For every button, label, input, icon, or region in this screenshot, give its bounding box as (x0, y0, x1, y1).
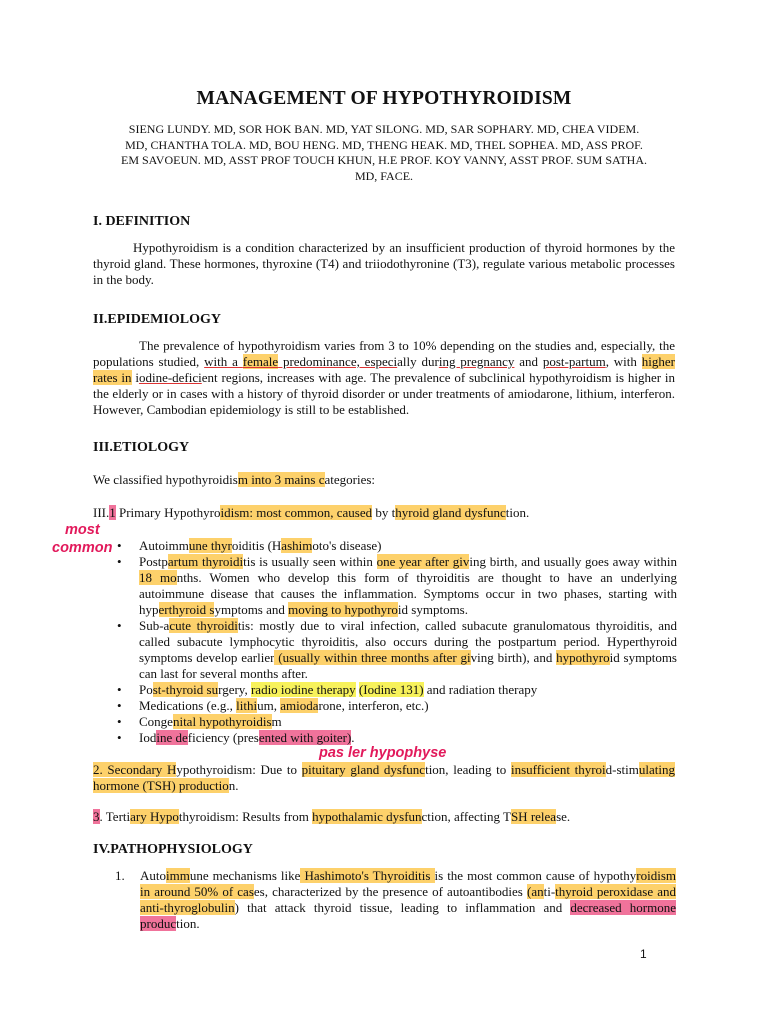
highlighted-text: hypothyro (556, 650, 610, 665)
text-run: Primary Hypothyro (115, 505, 221, 520)
etiology-intro (93, 472, 375, 488)
text-run: Autoimm (139, 538, 189, 553)
highlighted-text: une thyr (188, 538, 232, 553)
section-heading-definition: I. DEFINITION (93, 214, 191, 229)
highlighted-text: ine de (156, 730, 188, 745)
highlighted-text: 2. Secondary H (93, 762, 177, 777)
text-run: ing birth, and usually goes away within (469, 554, 677, 569)
highlighted-text: (usually within three months after gi (274, 650, 471, 665)
author-line: MD, FACE. (354, 168, 414, 183)
highlighted-text: insufficient thyroi (510, 762, 606, 777)
etiology-bullet-list (117, 538, 677, 746)
text-run: and radiation therapy (423, 682, 538, 697)
highlighted-text: hypothalamic dysfun (312, 809, 422, 824)
text-run: tion, leading to (425, 762, 511, 777)
text-run: oto's disease) (312, 538, 382, 553)
underlined-text: odine-defici (138, 370, 202, 385)
pathophysiology-list-item (115, 868, 675, 932)
highlighted-text: 18 mo (139, 570, 177, 585)
highlighted-text: moving to hypothyro (288, 602, 398, 617)
highlighted-text: (an (526, 884, 544, 899)
highlighted-text: higher rates in (93, 354, 675, 385)
text-run: rone, interferon, etc.) (318, 698, 429, 713)
text-run: Sub-a (139, 618, 170, 633)
underlined-text: with a (204, 354, 243, 369)
highlighted-text: ulating hormone (TSH) productio (93, 762, 676, 793)
text-run: We classified hypothyroidis (93, 472, 238, 487)
text-run: ategories: (324, 472, 376, 487)
highlighted-text: st-thyroid su (152, 682, 219, 697)
text-run: tis: mostly due to viral infection, called subacute granulomatous thyroiditis, and called subacute lymphocytic thyroiditis, also occurs during the postpartum period. Hyperthyroid symptoms develop earlier (139, 618, 677, 665)
section-heading-pathophysiology: IV.PATHOPHYSIOLOGY (93, 842, 253, 857)
highlighted-text: ary Hypo (130, 809, 179, 824)
tertiary-hypothyroidism-line (93, 809, 570, 825)
handwritten-annotation-most: most (65, 522, 100, 538)
text-run: se. (556, 809, 571, 824)
highlighted-text: 1 (109, 505, 116, 520)
text-run: III. (93, 505, 110, 520)
underlined-text: ing pregnancy (438, 354, 515, 369)
highlighted-text: radio iodine therapy (250, 682, 356, 697)
highlighted-text: roidism in around 50% of cas (140, 868, 677, 899)
text-run: m (271, 714, 282, 729)
highlighted-text: decreased hormone produc (140, 900, 676, 931)
epidemiology-paragraph (93, 338, 675, 418)
text-run: . (351, 730, 355, 745)
highlighted-text: nital hypothyroidis (172, 714, 272, 729)
text-run: id symptoms can last for several months after. (139, 650, 677, 681)
highlighted-text: idism: most common, caused (220, 505, 373, 520)
text-run: is the most common cause of hypothy (434, 868, 637, 883)
list-item (117, 682, 677, 698)
text-run: Postp (139, 554, 168, 569)
author-line: EM SAVOEUN. MD, ASST PROF TOUCH KHUN, H.E PROF. KOY VANNY, ASST PROF. SUM SATHA. (121, 153, 647, 167)
text-run: n. (228, 778, 239, 793)
author-line: MD, CHANTHA TOLA. MD, BOU HENG. MD, THENG HEAK. MD, THEL SOPHEA. MD, ASS PROF. (125, 137, 643, 152)
text-run: Po (139, 682, 153, 697)
highlighted-text: pituitary gland dysfunc (301, 762, 426, 777)
highlighted-text: SH relea (510, 809, 557, 824)
text-run: ymptoms and (214, 602, 289, 617)
text-run: tis is usually seen within (243, 554, 377, 569)
text-run: es, characterized by the presence of autoantibodies (253, 884, 527, 899)
text-run: ction, affecting T (421, 809, 511, 824)
list-item (117, 714, 677, 730)
primary-hypothyroidism-line (93, 505, 529, 521)
text-run: i (131, 370, 139, 385)
text-run: ) that attack thyroid tissue, leading to inflammation and (234, 900, 571, 915)
text-run: The prevalence of hypothyroidism varies from 3 to 10% depending on the studies and, especially, the populations studied, (93, 338, 675, 369)
handwritten-annotation-pas-ler-hypophyse: pas ler hypophyse (319, 745, 447, 761)
highlighted-text: one year after giv (376, 554, 470, 569)
page-number: 1 (640, 947, 647, 961)
highlighted-text: lithi (236, 698, 258, 713)
section-heading-etiology: III.ETIOLOGY (93, 440, 190, 455)
highlighted-text: hyroid gland dysfunc (395, 505, 506, 520)
list-number: 1. (115, 868, 125, 883)
author-line: SIENG LUNDY. MD, SOR HOK BAN. MD, YAT SILONG. MD, SAR SOPHARY. MD, CHEA VIDEM. (128, 122, 640, 136)
text-run: d-stim (605, 762, 639, 777)
text-run: thyroidism: Results from (178, 809, 313, 824)
highlighted-text: cute thyroidi (169, 618, 238, 633)
text-run: ally dur (397, 354, 439, 369)
highlighted-text: imm (166, 868, 190, 883)
highlighted-text: amioda (280, 698, 319, 713)
list-item (117, 698, 677, 714)
highlighted-text: (Iodine 131) (358, 682, 424, 697)
text-run: by t (372, 505, 396, 520)
text-run: um, (257, 698, 281, 713)
author-list (90, 122, 678, 184)
definition-paragraph: Hypothyroidism is a condition characterized by an insufficient production of thyroid hormones by the thyroid gland. These hormones, thyroxine (T4) and triiodothyronine (T3), regulate various metabolic processes in the body. (93, 240, 675, 287)
text-run: tion. (176, 916, 200, 931)
text-run: oiditis (H (231, 538, 282, 553)
highlighted-text: Hashimoto's Thyroiditis (300, 868, 435, 883)
text-run: and (514, 354, 543, 369)
text-run: , with (605, 354, 642, 369)
text-run: Auto (140, 868, 166, 883)
list-item (117, 554, 677, 618)
highlighted-text: ented with goiter) (258, 730, 352, 745)
text-run: Conge (139, 714, 173, 729)
text-run: une mechanisms like (189, 868, 301, 883)
text-run: rgery, (218, 682, 251, 697)
highlighted-text: 3 (93, 809, 100, 824)
highlighted-text: erthyroid s (158, 602, 215, 617)
text-run: nths. Women who develop this form of thyroiditis are thought to have an underlying autoimmune disease that causes the inflammation. Symptoms occur in two phases, starting with hyp (139, 570, 677, 617)
text-run: Medications (e.g., (139, 698, 237, 713)
text-run: id symptoms. (397, 602, 468, 617)
list-item (117, 538, 677, 554)
highlighted-text: thyroid peroxidase and anti-thyroglobulin (140, 884, 676, 915)
text-run: . Terti (99, 809, 131, 824)
text-run: ent regions, increases with age. The prevalence of subclinical hypothyroidism is higher in the elderly or in cases with a history of thyroid disorder or under treatments of amiodarone, lithium, interferon. However, Cambodian epidemiology is still to be established. (93, 370, 675, 417)
secondary-hypothyroidism-paragraph (93, 762, 675, 794)
text-run: tion. (505, 505, 530, 520)
text-run: ti- (543, 884, 556, 899)
section-heading-epidemiology: II.EPIDEMIOLOGY (93, 312, 221, 327)
document-title: MANAGEMENT OF HYPOTHYROIDISM (196, 88, 572, 109)
handwritten-annotation-common: common (52, 540, 113, 556)
list-item (117, 618, 677, 682)
underlined-text: post-partum (542, 354, 606, 369)
text-run: ving birth), and (470, 650, 557, 665)
underlined-text: predominance, especi (278, 354, 398, 369)
text-run: ypothyroidism: Due to (176, 762, 302, 777)
text-run: ficiency (pres (187, 730, 259, 745)
highlighted-text: female (242, 354, 279, 369)
highlighted-text: ashim (281, 538, 313, 553)
text-run: Iod (139, 730, 157, 745)
pathophysiology-item-text (140, 868, 676, 932)
highlighted-text: m into 3 mains c (237, 472, 325, 487)
highlighted-text: artum thyroidi (167, 554, 244, 569)
list-item (117, 730, 677, 746)
